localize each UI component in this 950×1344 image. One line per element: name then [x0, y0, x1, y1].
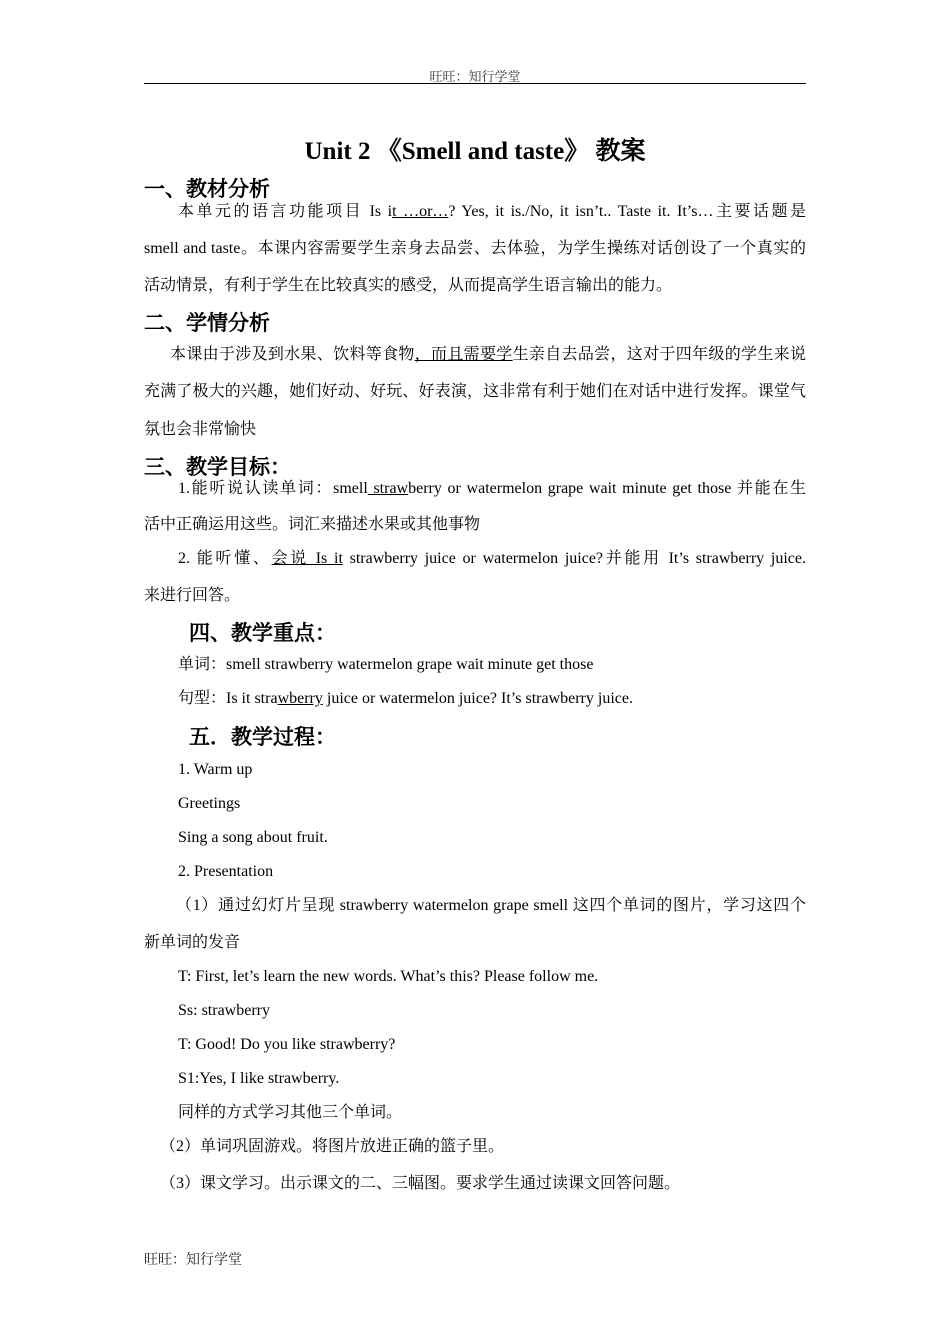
paragraph-line — [144, 202, 806, 222]
text-run: strawberry juice or watermelon juice?并能用 It’s strawberry juice. — [342, 550, 806, 567]
underlined-text: t …or… — [392, 203, 449, 220]
paragraph-line: 活中正确运用这些。词汇来描述水果或其他事物 — [144, 516, 481, 533]
text-run: 本课由于涉及到水果、饮料等食物 — [170, 346, 415, 363]
underlined-text: straw — [367, 480, 409, 497]
text-run: 生亲自去品尝，这对于四年级的学生来说 — [512, 346, 806, 363]
document-title: Unit 2 《Smell and taste》 教案 — [304, 138, 646, 165]
dialogue-line: T: First, let’s learn the new words. What’s this? Please follow me. — [178, 968, 599, 985]
underlined-text: 会说 Is it — [271, 550, 343, 567]
process-line: Sing a song about fruit. — [178, 829, 328, 846]
process-line: 同样的方式学习其他三个单词。 — [178, 1104, 403, 1121]
process-line: （2）单词巩固游戏。将图片放进正确的篮子里。 — [160, 1138, 505, 1155]
process-line: （1）通过幻灯片呈现 strawberry watermelon grape smell 这四个单词的图片，学习这四个 — [176, 897, 806, 914]
text-run: ? Yes, it is./No, it isn’t.. Taste it. It’s…主要话题是 — [448, 203, 806, 220]
section-heading-teaching-process: 五．教学过程： — [189, 725, 336, 749]
page-footer: 旺旺：知行学堂 — [144, 1253, 242, 1268]
key-words-line: 单词：smell strawberry watermelon grape wait minute get those — [178, 656, 594, 673]
process-line: 新单词的发音 — [144, 934, 241, 951]
process-line: Greetings — [178, 795, 241, 812]
text-run: berry or watermelon grape wait minute get those 并能在生 — [408, 480, 807, 497]
paragraph-line — [144, 549, 806, 569]
section-heading-student-analysis: 二、学情分析 — [144, 311, 270, 335]
text-run: 句型：Is it stra — [178, 690, 278, 707]
process-line: 2. Presentation — [178, 863, 274, 880]
header-divider — [144, 83, 806, 84]
paragraph-line: 活动情景，有利于学生在比较真实的感受，从而提高学生语言输出的能力。 — [144, 277, 673, 294]
text-run: juice or watermelon juice? It’s strawberry juice. — [322, 690, 633, 707]
underlined-text: wberry — [277, 690, 323, 707]
key-sentence-line — [178, 689, 633, 709]
paragraph-line: 来进行回答。 — [144, 587, 241, 604]
process-line: （3）课文学习。出示课文的二、三幅图。要求学生通过读课文回答问题。 — [160, 1175, 681, 1192]
dialogue-line: T: Good! Do you like strawberry? — [178, 1036, 396, 1053]
dialogue-line: S1:Yes, I like strawberry. — [178, 1070, 340, 1087]
text-run: 2. 能听懂、 — [178, 550, 272, 567]
paragraph-line — [144, 479, 806, 499]
section-heading-teaching-objectives: 三、教学目标： — [144, 455, 291, 479]
process-line: 1. Warm up — [178, 761, 253, 778]
text-run: 1.能听说认读单词：smell — [178, 480, 368, 497]
paragraph-line: 充满了极大的兴趣，她们好动、好玩、好表演，这非常有利于她们在对话中进行发挥。课堂气 — [144, 383, 806, 400]
section-heading-key-points: 四、教学重点： — [189, 621, 336, 645]
page-header: 旺旺：知行学堂 — [429, 69, 521, 84]
paragraph-line — [144, 345, 806, 365]
dialogue-line: Ss: strawberry — [178, 1002, 270, 1019]
paragraph-line: smell and taste。本课内容需要学生亲身去品尝、去体验，为学生操练对话创设了一个真实的 — [144, 240, 806, 257]
underlined-text: ，而且需要学 — [414, 346, 513, 363]
paragraph-line: 氛也会非常愉快 — [144, 421, 257, 438]
section-heading-textbook-analysis: 一、教材分析 — [144, 177, 270, 201]
text-run: 本单元的语言功能项目 Is i — [178, 203, 393, 220]
